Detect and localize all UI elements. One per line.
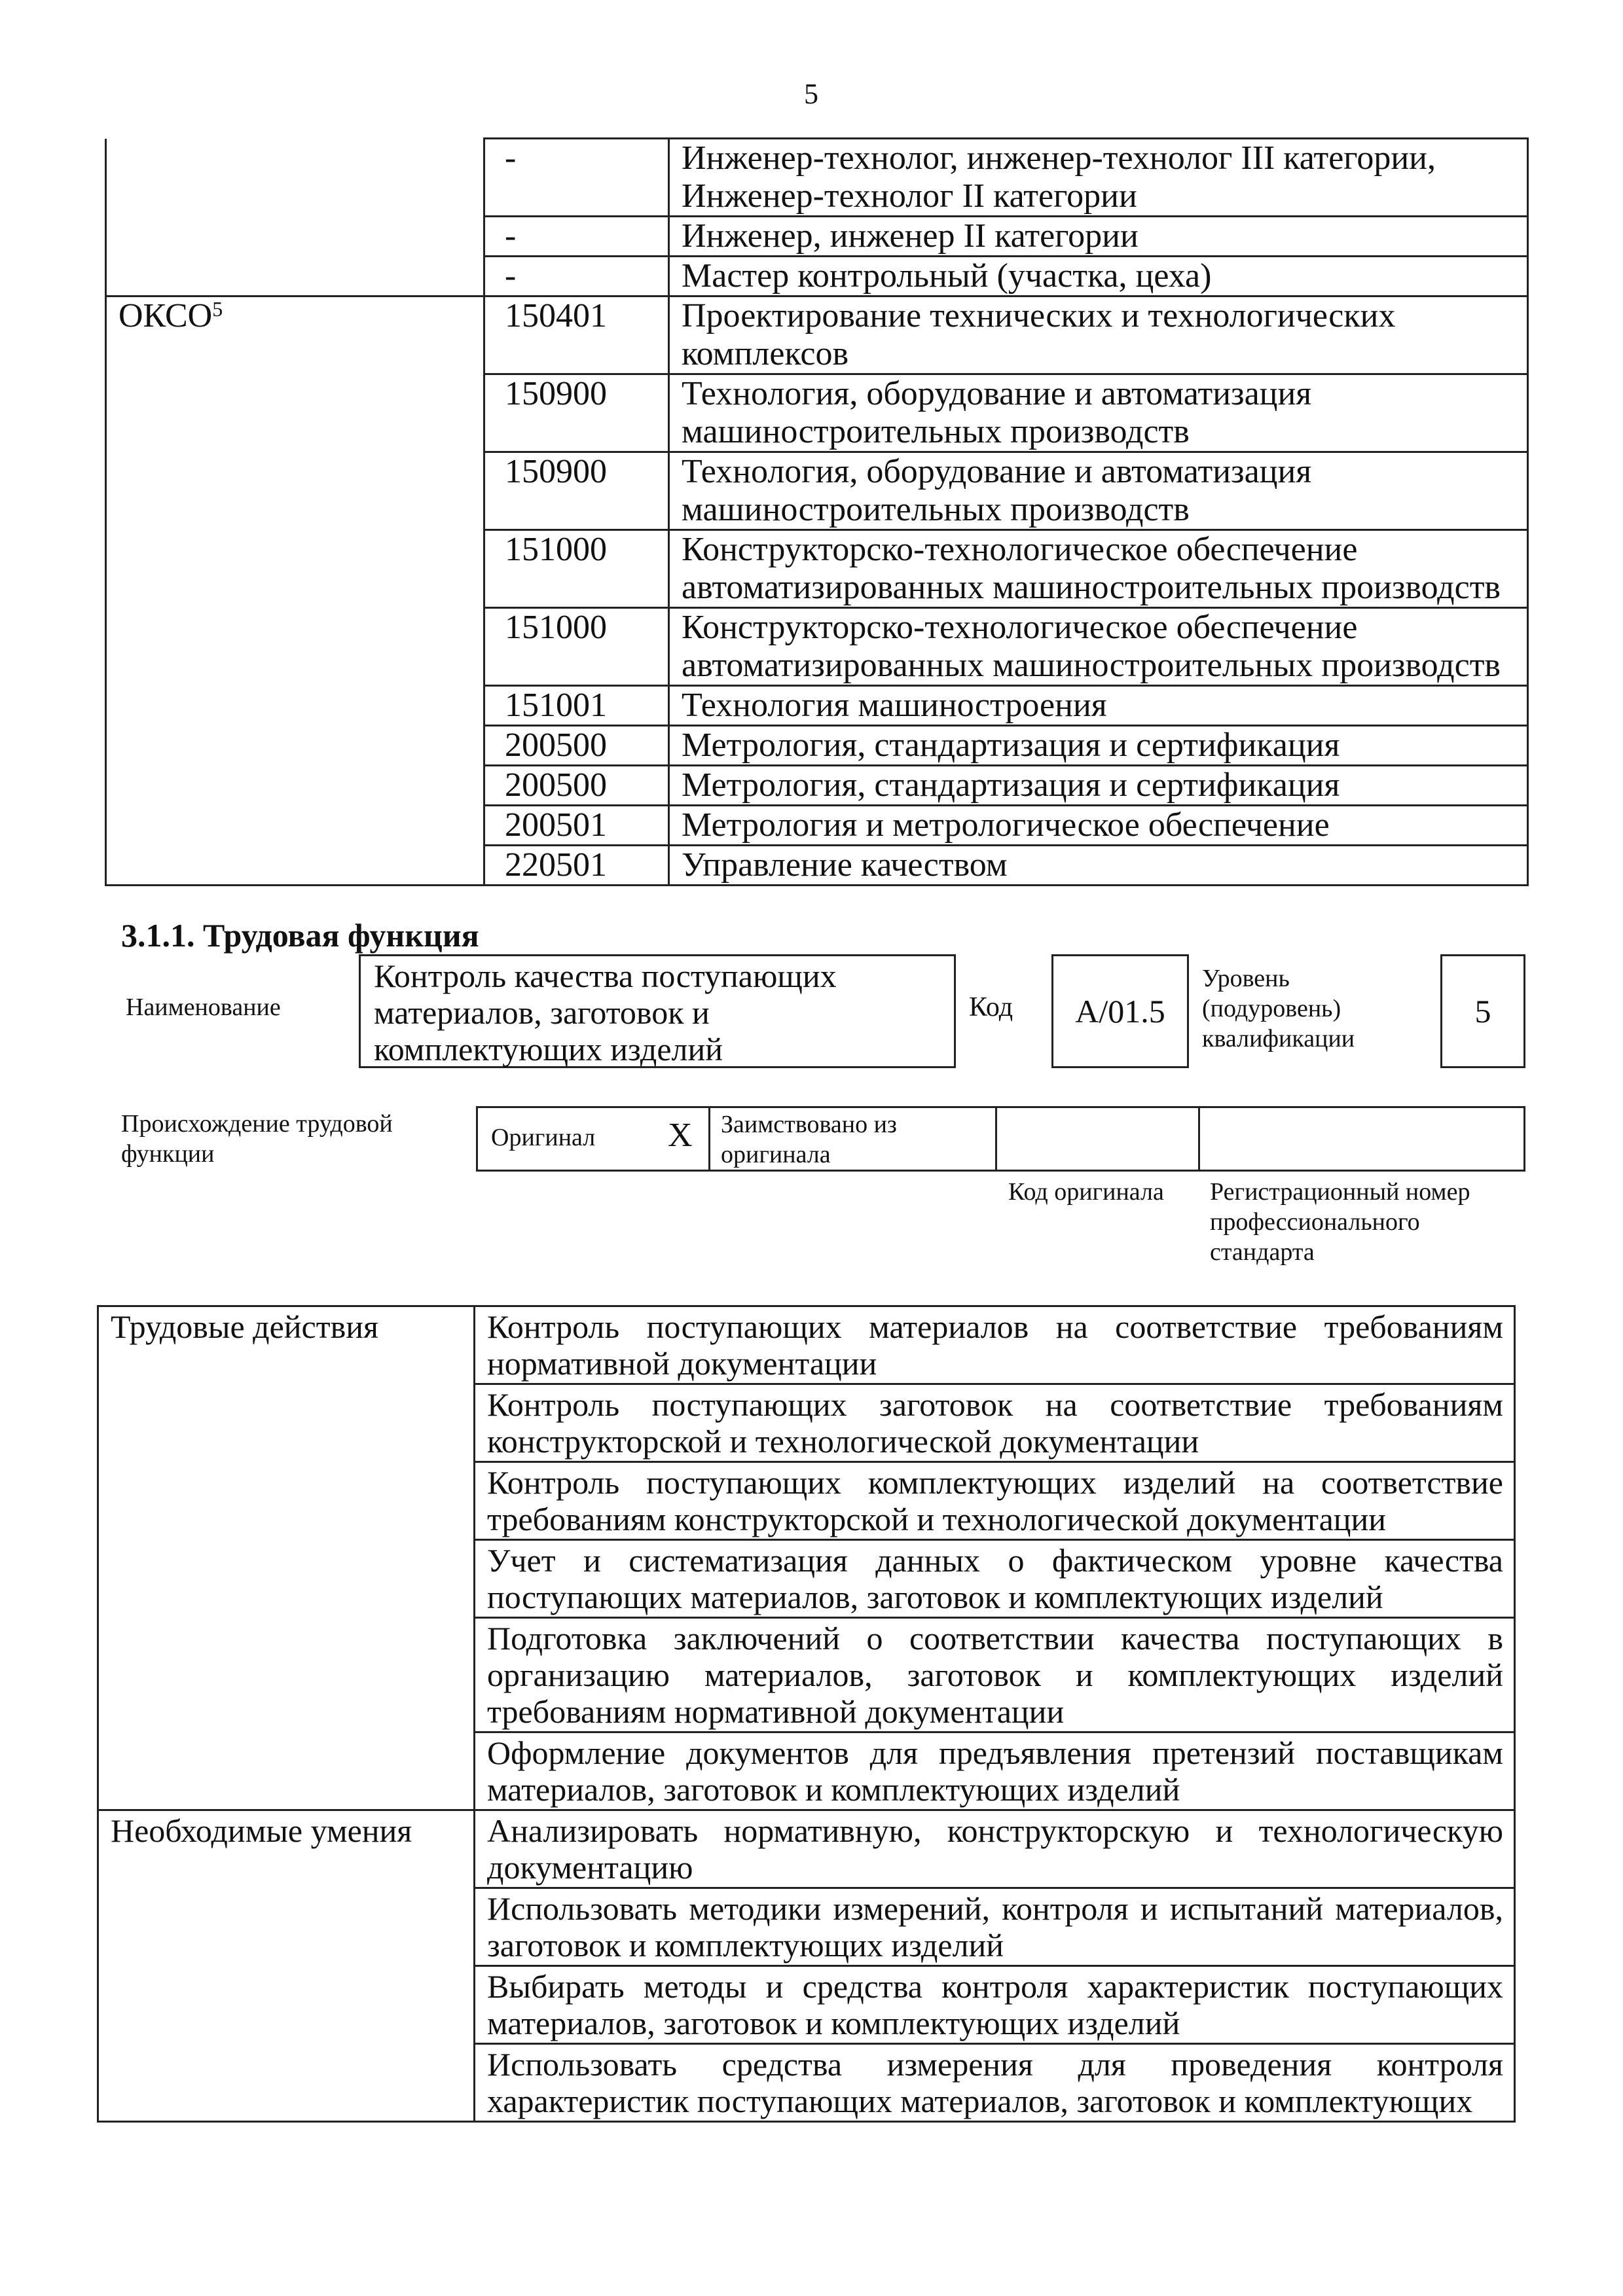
category-cell: Необходимые умения bbox=[98, 1810, 475, 1888]
origin-strip bbox=[476, 1106, 1525, 1172]
name-cell: Технология, оборудование и автоматизация машиностроительных производств bbox=[669, 452, 1528, 530]
table-row bbox=[98, 1306, 1515, 1384]
item-cell: Анализировать нормативную, конструкторскую и технологическую документацию bbox=[475, 1810, 1515, 1888]
codes-table bbox=[105, 137, 1529, 886]
code-cell: 220501 bbox=[484, 846, 669, 886]
name-cell: Инженер-технолог, инженер-технолог III категории, Инженер-технолог II категории bbox=[669, 139, 1528, 217]
group-cell bbox=[106, 296, 484, 374]
table-row bbox=[106, 608, 1528, 686]
reg-caption-line1: Регистрационный номер bbox=[1210, 1178, 1470, 1206]
name-cell: Конструкторско-технологическое обеспечение автоматизированных машиностроительных производств bbox=[669, 530, 1528, 608]
table-row bbox=[98, 1810, 1515, 1888]
code-cell: 151000 bbox=[484, 608, 669, 686]
category-cell bbox=[98, 2044, 475, 2122]
table-row bbox=[106, 726, 1528, 766]
code-cell: - bbox=[484, 139, 669, 217]
page-number: 5 bbox=[804, 78, 818, 110]
level-label-line1: Уровень bbox=[1202, 965, 1290, 992]
table-row bbox=[98, 1732, 1515, 1810]
name-cell: Управление качеством bbox=[669, 846, 1528, 886]
table-row bbox=[98, 1888, 1515, 1966]
table-row bbox=[106, 530, 1528, 608]
group-cell bbox=[106, 530, 484, 608]
group-cell bbox=[106, 608, 484, 686]
code-cell: 150401 bbox=[484, 296, 669, 374]
item-cell: Контроль поступающих заготовок на соответствие требованиям конструкторской и технологической документации bbox=[475, 1384, 1515, 1462]
name-cell: Технология, оборудование и автоматизация машиностроительных производств bbox=[669, 374, 1528, 452]
category-cell bbox=[98, 1966, 475, 2044]
original-cell bbox=[478, 1108, 710, 1170]
group-cell bbox=[106, 806, 484, 846]
group-cell bbox=[106, 726, 484, 766]
code-cell: - bbox=[484, 257, 669, 296]
item-cell: Контроль поступающих материалов на соответствие требованиям нормативной документации bbox=[475, 1306, 1515, 1384]
group-cell bbox=[106, 452, 484, 530]
code-cell: 200501 bbox=[484, 806, 669, 846]
original-label: Оригинал bbox=[491, 1124, 596, 1151]
table-row bbox=[106, 452, 1528, 530]
group-cell bbox=[106, 139, 484, 217]
section-title: 3.1.1. Трудовая функция bbox=[121, 917, 479, 954]
name-cell: Проектирование технических и технологических комплексов bbox=[669, 296, 1528, 374]
table-row bbox=[106, 766, 1528, 806]
group-cell bbox=[106, 257, 484, 296]
origin-label-line2: функции bbox=[121, 1140, 215, 1168]
level-box bbox=[1440, 954, 1525, 1068]
borrowed-label-line2: оригинала bbox=[721, 1141, 831, 1168]
name-cell: Инженер, инженер II категории bbox=[669, 217, 1528, 257]
item-cell: Использовать средства измерения для проведения контроля характеристик поступающих материалов, заготовок и комплектующих bbox=[475, 2044, 1515, 2122]
category-cell: Трудовые действия bbox=[98, 1306, 475, 1384]
table-row bbox=[106, 296, 1528, 374]
group-cell bbox=[106, 766, 484, 806]
labor-function-table bbox=[97, 1305, 1516, 2123]
group-cell bbox=[106, 686, 484, 726]
original-mark: X bbox=[668, 1117, 693, 1154]
okso-label: ОКСО bbox=[119, 297, 213, 334]
table-row bbox=[98, 1540, 1515, 1618]
table-row bbox=[106, 217, 1528, 257]
borrowed-label-line1: Заимствовано из bbox=[721, 1111, 897, 1138]
name-cell: Метрология, стандартизация и сертификация bbox=[669, 726, 1528, 766]
code-cell: 200500 bbox=[484, 766, 669, 806]
function-code-value: А/01.5 bbox=[1075, 993, 1165, 1030]
group-cell bbox=[106, 217, 484, 257]
category-cell bbox=[98, 1540, 475, 1618]
item-cell: Подготовка заключений о соответствии качества поступающих в организацию материалов, заготовок и комплектующих изделий требованиям нормативной документации bbox=[475, 1618, 1515, 1732]
category-cell bbox=[98, 1384, 475, 1462]
footnote-marker: 5 bbox=[212, 297, 223, 321]
level-label-line2: (подуровень) bbox=[1202, 995, 1341, 1022]
group-cell bbox=[106, 374, 484, 452]
category-cell bbox=[98, 1732, 475, 1810]
table-row bbox=[98, 2044, 1515, 2122]
table-row bbox=[106, 686, 1528, 726]
code-cell: 150900 bbox=[484, 452, 669, 530]
category-cell bbox=[98, 1888, 475, 1966]
function-name-box: Контроль качества поступающих материалов, заготовок и комплектующих изделий bbox=[359, 954, 956, 1068]
reg-caption-line2: профессионального bbox=[1210, 1208, 1420, 1236]
table-row bbox=[98, 1966, 1515, 2044]
name-cell: Мастер контрольный (участка, цеха) bbox=[669, 257, 1528, 296]
table-row bbox=[98, 1462, 1515, 1540]
code-cell: 150900 bbox=[484, 374, 669, 452]
category-cell bbox=[98, 1462, 475, 1540]
code-original-caption: Код оригинала bbox=[1008, 1178, 1164, 1206]
name-cell: Технология машиностроения bbox=[669, 686, 1528, 726]
code-cell: 151000 bbox=[484, 530, 669, 608]
function-code-box bbox=[1051, 954, 1189, 1068]
borrowed-cell bbox=[710, 1108, 997, 1170]
reg-caption-line3: стандарта bbox=[1210, 1238, 1315, 1266]
table-row bbox=[106, 806, 1528, 846]
table-row bbox=[106, 257, 1528, 296]
item-cell: Оформление документов для предъявления претензий поставщикам материалов, заготовок и комплектующих изделий bbox=[475, 1732, 1515, 1810]
name-label: Наименование bbox=[126, 994, 281, 1021]
item-cell: Использовать методики измерений, контроля и испытаний материалов, заготовок и комплектующих изделий bbox=[475, 1888, 1515, 1966]
code-cell: 200500 bbox=[484, 726, 669, 766]
item-cell: Учет и систематизация данных о фактическом уровне качества поступающих материалов, заготовок и комплектующих изделий bbox=[475, 1540, 1515, 1618]
code-cell: - bbox=[484, 217, 669, 257]
table-row bbox=[106, 139, 1528, 217]
registration-number-cell bbox=[1200, 1108, 1523, 1170]
code-cell: 151001 bbox=[484, 686, 669, 726]
original-code-cell bbox=[997, 1108, 1200, 1170]
name-cell: Метрология, стандартизация и сертификация bbox=[669, 766, 1528, 806]
table-row bbox=[98, 1384, 1515, 1462]
level-value: 5 bbox=[1474, 993, 1491, 1030]
item-cell: Контроль поступающих комплектующих изделий на соответствие требованиям конструкторской и технологической документации bbox=[475, 1462, 1515, 1540]
table-row bbox=[98, 1618, 1515, 1732]
group-cell bbox=[106, 846, 484, 886]
code-label: Код bbox=[969, 992, 1013, 1022]
level-label-line3: квалификации bbox=[1202, 1025, 1355, 1052]
name-cell: Конструкторско-технологическое обеспечение автоматизированных машиностроительных производств bbox=[669, 608, 1528, 686]
table-row bbox=[106, 374, 1528, 452]
origin-label-line1: Происхождение трудовой bbox=[121, 1110, 393, 1138]
table-row bbox=[106, 846, 1528, 886]
name-cell: Метрология и метрологическое обеспечение bbox=[669, 806, 1528, 846]
category-cell bbox=[98, 1618, 475, 1732]
item-cell: Выбирать методы и средства контроля характеристик поступающих материалов, заготовок и комплектующих изделий bbox=[475, 1966, 1515, 2044]
